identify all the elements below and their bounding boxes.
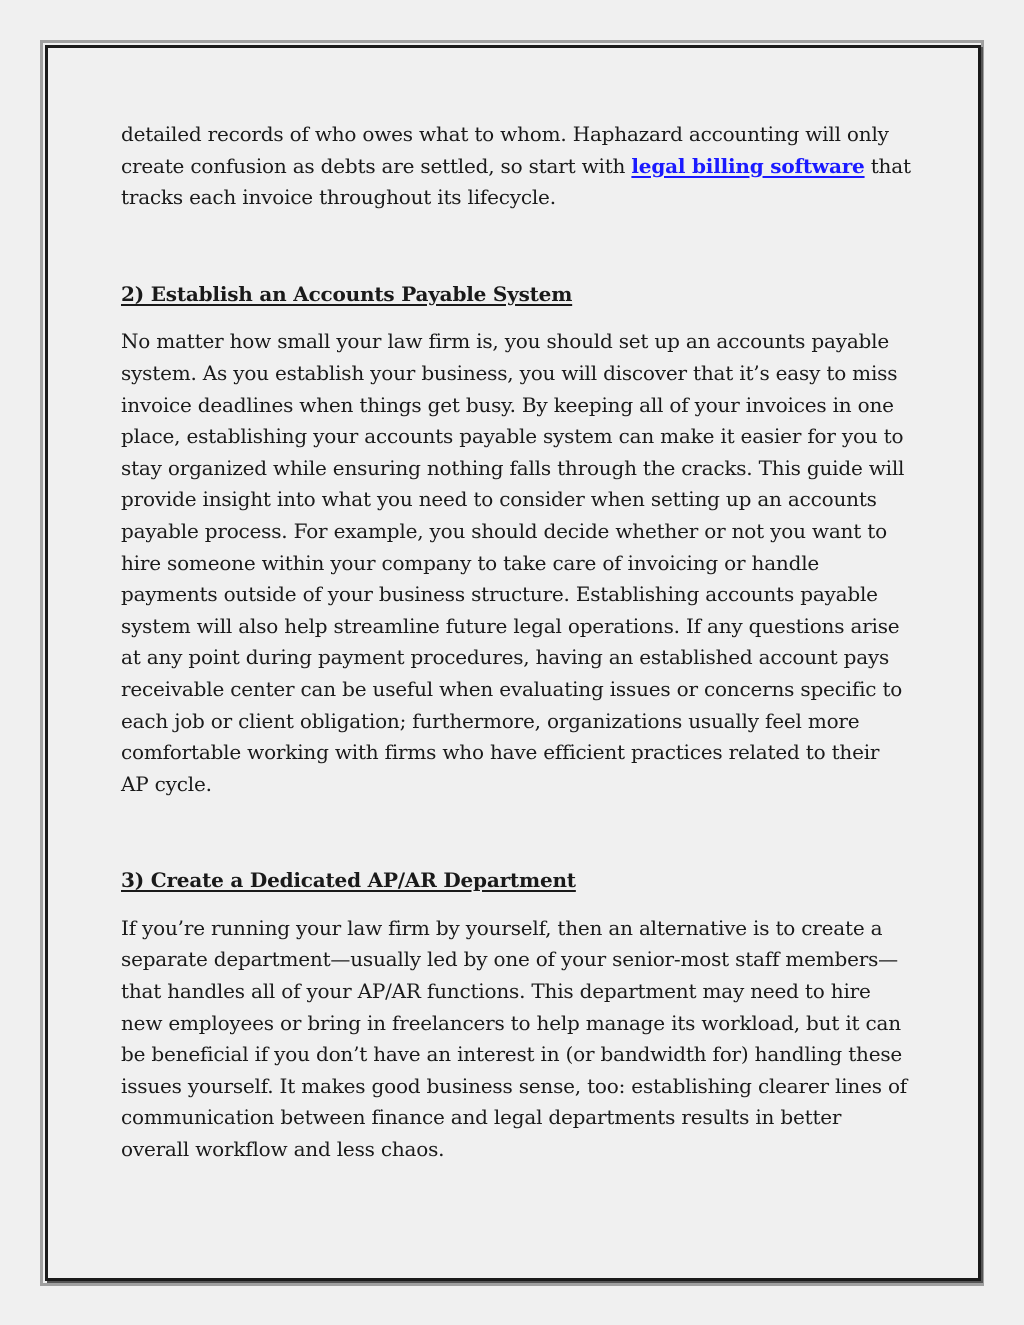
- legal-billing-software-link[interactable]: legal billing software: [631, 153, 865, 178]
- intro-paragraph: [121, 119, 911, 214]
- intro-text-before-link: detailed records of who owes what to whom. Haphazard accounting will only create confusion as debts are settled, so start with: [121, 122, 889, 178]
- intro-text-after-link: that tracks each invoice throughout its lifecycle.: [121, 153, 911, 210]
- section-3-paragraph: If you’re running your law firm by yourself, then an alternative is to create a separate department—usually led by one of your senior-most staff members—that handles all of your AP/AR functions. This department may need to hire new employees or bring in freelancers to help manage its workload, but it can be beneficial if you don’t have an interest in (or bandwidth for) handling these issues yourself. It makes good business sense, too: establishing clearer lines of communication between finance and legal departments results in better overall workflow and less chaos.: [121, 915, 907, 1162]
- document-body: [121, 119, 911, 1166]
- section-2-paragraph: No matter how small your law firm is, you should set up an accounts payable system. As you establish your business, you will discover that it’s easy to miss invoice deadlines when things get busy. By keeping all of your invoices in one place, establishing your accounts payable system can make it easier for you to stay organized while ensuring nothing falls through the cracks. This guide will provide insight into what you need to consider when setting up an accounts payable process. For example, you should decide whether or not you want to hire someone within your company to take care of invoicing or handle payments outside of your business structure. Establishing accounts payable system will also help streamline future legal operations. If any questions arise at any point during payment procedures, having an established account pays receivable center can be useful when evaluating issues or concerns specific to each job or client obligation; furthermore, organizations usually feel more comfortable working with firms who have efficient practices related to their AP cycle.: [121, 329, 905, 796]
- section-3-heading: 3) Create a Dedicated AP/AR Department: [121, 868, 576, 893]
- section-2-heading: 2) Establish an Accounts Payable System: [121, 281, 573, 306]
